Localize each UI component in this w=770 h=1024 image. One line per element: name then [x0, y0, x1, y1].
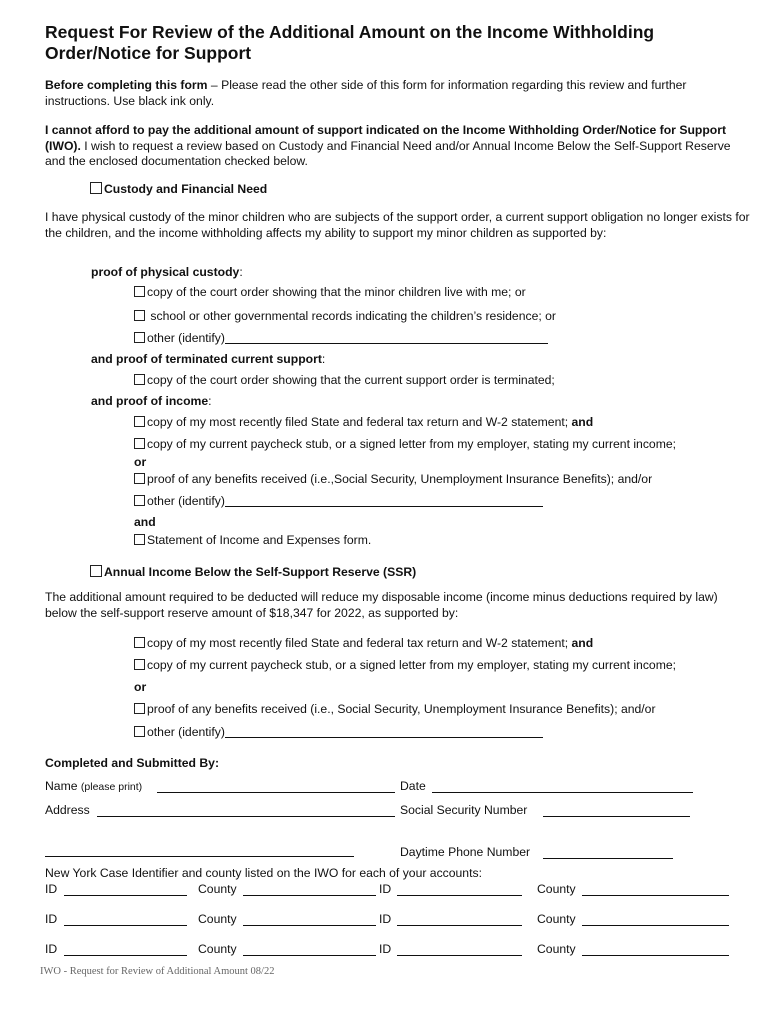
county-field[interactable]: [582, 955, 729, 956]
item-label: copy of my current paycheck stub, or a signed letter from my employer, stating my current income;: [147, 658, 677, 672]
address-label: Address: [45, 803, 90, 817]
statement-paragraph: [45, 123, 750, 170]
proof-income-label-text: and proof of income: [91, 394, 209, 408]
checkbox[interactable]: [134, 416, 145, 427]
id-field[interactable]: [64, 895, 187, 896]
checkbox[interactable]: [134, 438, 145, 449]
income-item-paycheck: [134, 437, 676, 452]
item-label: proof of any benefits received (i.e.,Social Security, Unemployment Insurance Benefits); and/or: [147, 472, 653, 486]
other-identify-field[interactable]: [225, 331, 548, 344]
ssr-item-tax-return: [134, 636, 593, 651]
id-field[interactable]: [397, 925, 522, 926]
form-footer: IWO - Request for Review of Additional Amount 08/22: [40, 966, 275, 977]
checkbox[interactable]: [134, 534, 145, 545]
item-label-bold: and: [571, 415, 594, 429]
address-field[interactable]: [97, 816, 395, 817]
intro-bold: Before completing this form: [45, 78, 208, 92]
name-row: [45, 779, 142, 795]
income-and-label: and: [134, 515, 156, 529]
item-label: other (identify): [147, 725, 225, 739]
id-field[interactable]: [397, 955, 522, 956]
county-field[interactable]: [243, 925, 376, 926]
county-label: County: [537, 942, 576, 956]
county-field[interactable]: [582, 925, 729, 926]
other-identify-field[interactable]: [225, 494, 543, 507]
checkbox[interactable]: [134, 374, 145, 385]
phone-field[interactable]: [543, 858, 673, 859]
id-label: ID: [45, 882, 58, 896]
case-identifier-label: New York Case Identifier and county listed on the IWO for each of your accounts:: [45, 866, 482, 880]
id-label: ID: [379, 912, 392, 926]
checkbox[interactable]: [134, 286, 145, 297]
custody-description: I have physical custody of the minor children who are subjects of the support order, a current support obligation no longer exists for the children, and the income withholding affects my ability to support my minor children as supported by:: [45, 210, 750, 240]
form-title-line1: Request For Review of the Additional Amount on the Income Withholding: [45, 22, 655, 42]
item-label-bold: and: [571, 636, 594, 650]
proof-custody-label: proof of physical custody:: [91, 265, 243, 279]
item-label: Statement of Income and Expenses form.: [147, 533, 372, 547]
form-title: [45, 22, 745, 64]
checkbox[interactable]: [134, 473, 145, 484]
checkbox[interactable]: [134, 703, 145, 714]
proof-income-label: and proof of income:: [91, 394, 212, 408]
income-item-tax-return: [134, 415, 593, 430]
id-label: ID: [379, 942, 392, 956]
county-field[interactable]: [243, 955, 376, 956]
terminated-item-court-order: [134, 373, 555, 388]
checkbox[interactable]: [134, 495, 145, 506]
checkbox[interactable]: [134, 637, 145, 648]
id-label: ID: [45, 942, 58, 956]
item-label: copy of my current paycheck stub, or a signed letter from my employer, stating my current income;: [147, 437, 677, 451]
custody-heading: [90, 182, 267, 197]
item-label: school or other governmental records indicating the children’s residence; or: [147, 309, 556, 323]
item-label: copy of the court order showing that the current support order is terminated;: [147, 373, 555, 387]
ssr-checkbox[interactable]: [90, 565, 102, 577]
id-field[interactable]: [64, 925, 187, 926]
custody-checkbox[interactable]: [90, 182, 102, 194]
county-label: County: [537, 882, 576, 896]
ssr-or-label: or: [134, 680, 147, 694]
county-field[interactable]: [243, 895, 376, 896]
ssr-item-paycheck: [134, 658, 676, 673]
income-item-statement: [134, 533, 371, 548]
ssr-item-other: [134, 725, 543, 740]
item-label: copy of the court order showing that the minor children live with me; or: [147, 285, 526, 299]
county-label: County: [198, 912, 237, 926]
ssn-field[interactable]: [543, 816, 690, 817]
income-item-benefits: [134, 472, 652, 487]
county-label: County: [198, 882, 237, 896]
submitted-heading: Completed and Submitted By:: [45, 756, 220, 770]
item-label: other (identify): [147, 494, 225, 508]
custody-heading-label: Custody and Financial Need: [104, 182, 268, 196]
income-or-label: or: [134, 455, 147, 469]
other-identify-field[interactable]: [225, 725, 543, 738]
checkbox[interactable]: [134, 726, 145, 737]
ssr-description: The additional amount required to be deducted will reduce my disposable income (income minus deductions required by law) below the self-support reserve amount of $18,347 for 2022, as supported by:: [45, 590, 718, 620]
county-field[interactable]: [582, 895, 729, 896]
item-label: other (identify): [147, 331, 225, 345]
checkbox[interactable]: [134, 310, 145, 321]
date-label: Date: [400, 779, 426, 793]
id-field[interactable]: [64, 955, 187, 956]
ssr-item-benefits: [134, 702, 656, 717]
id-label: ID: [45, 912, 58, 926]
checkbox[interactable]: [134, 659, 145, 670]
name-hint: (please print): [80, 781, 143, 793]
proof-terminated-label-text: and proof of terminated current support: [91, 352, 322, 366]
intro-paragraph: [45, 78, 750, 109]
name-field[interactable]: [157, 792, 395, 793]
county-label: County: [198, 942, 237, 956]
proof-terminated-label: and proof of terminated current support:: [91, 352, 326, 366]
statement-bold: I cannot afford to pay the additional amount of support indicated on the Income Withholding Order/Notice for Support (IWO).: [45, 123, 727, 153]
item-label: proof of any benefits received (i.e., Social Security, Unemployment Insurance Benefits); and/or: [147, 702, 656, 716]
date-field[interactable]: [432, 792, 693, 793]
custody-item-court-order: [134, 285, 526, 300]
address-line2-field[interactable]: [45, 856, 354, 857]
intro-text: – Please read the other side of this form for information regarding this review and further instructions. Use black ink only.: [45, 78, 687, 108]
ssr-heading: [90, 565, 416, 580]
county-label: County: [537, 912, 576, 926]
custody-item-school-records: [134, 309, 556, 324]
id-field[interactable]: [397, 895, 522, 896]
proof-custody-label-text: proof of physical custody: [91, 265, 240, 279]
checkbox[interactable]: [134, 332, 145, 343]
statement-text: I wish to request a review based on Custody and Financial Need and/or Annual Income Below the Self-Support Reserve and the enclosed documentation checked below.: [45, 138, 731, 168]
ssn-label: Social Security Number: [400, 803, 528, 817]
income-item-other: [134, 494, 543, 509]
id-label: ID: [379, 882, 392, 896]
name-label: Name: [45, 779, 81, 793]
ssr-heading-label: Annual Income Below the Self-Support Reserve (SSR): [104, 565, 417, 579]
phone-label: Daytime Phone Number: [400, 845, 531, 859]
item-label: copy of my most recently filed State and federal tax return and W-2 statement;: [147, 636, 572, 650]
item-label: copy of my most recently filed State and federal tax return and W-2 statement;: [147, 415, 572, 429]
form-title-line2: Order/Notice for Support: [45, 43, 252, 63]
custody-item-other: [134, 331, 548, 346]
